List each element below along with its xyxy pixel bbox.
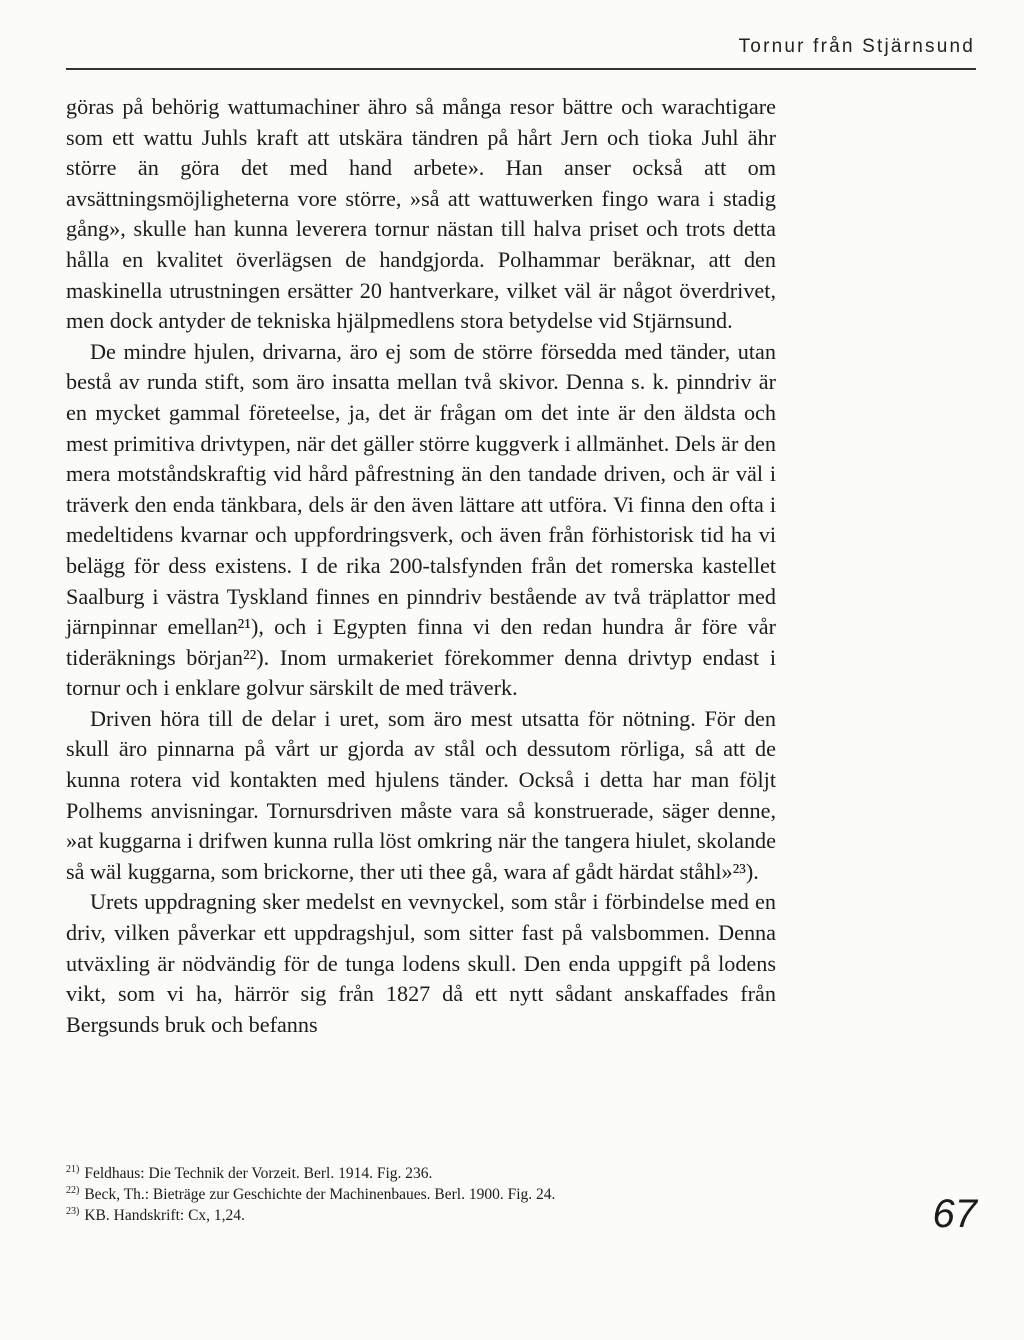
page-number: 67 xyxy=(932,1192,977,1236)
footnotes xyxy=(66,1163,766,1226)
paragraph-2: De mindre hjulen, drivarna, äro ej som de större försedda med tänder, utan bestå av runda stift, som äro insatta mellan två skivor. Denna s. k. pinndriv är en mycket gammal företeelse, ja, det är frågan om det inte är den äldsta och mest primitiva drivtypen, när det gäller större kuggverk i allmänhet. Dels är den mera motståndskraftig vid hård påfrestning än den tandade driven, och är väl i träverk den enda tänkbara, dels är den även lättare att utföra. Vi finna den ofta i medeltidens kvarnar och uppfordringsverk, och även från förhistorisk tid ha vi belägg för dess existens. I de rika 200-talsfynden från det romerska kastellet Saalburg i västra Tyskland finnes en pinndriv bestående av två träplattor med järnpinnar emellan²¹), och i Egypten finna vi den redan hundra år före vår tideräknings början²²). Inom urmakeriet förekommer denna drivtyp endast i tornur och i enklare golvur särskilt de med träverk. xyxy=(66,338,776,701)
paragraph-3: Driven höra till de delar i uret, som äro mest utsatta för nötning. För den skull äro pinnarna på vårt ur gjorda av stål och dessutom rörliga, så att de kunna rotera vid kontakten med hjulens tänder. Också i detta har man följt Polhems anvisningar. Tornursdriven måste vara så konstruerade, säger denne, »at kuggarna i drifwen kunna rulla löst omkring när the tangera hiulet, skolande så wäl kuggarna, som brickorne, ther uti thee gå, wara af gådt härdat ståhl»²³). xyxy=(66,705,776,884)
footnote-23 xyxy=(66,1205,766,1226)
paragraph-1: göras på behörig wattumachiner ähro så många resor bättre och warachtigare som ett wattu Juhls kraft att utskära tändren på hårt Jern och tioka Juhl ähr större än göra det med hand arbete». Han anser också att om avsättningsmöjligheterna vore större, »så att wattuwerken fingo wara i stadig gång», skulle han kunna leverera tornur nästan till halva priset och trots detta hålla en kvalitet överlägsen de handgjorda. Polhammar beräknar, att den maskinella utrustningen ersätter 20 hantverkare, vilket väl är något överdrivet, men dock antyder de tekniska hjälpmedlens stora betydelse vid Stjärnsund. xyxy=(66,94,776,334)
footnote-22 xyxy=(66,1184,766,1205)
running-title: Tornur från Stjärnsund xyxy=(738,36,975,57)
footnote-text: KB. Handskrift: Cx, 1,24. xyxy=(84,1207,245,1224)
footnote-marker: 23) xyxy=(66,1205,80,1217)
footnote-text: Beck, Th.: Bieträge zur Geschichte der Machinenbaues. Berl. 1900. Fig. 24. xyxy=(84,1186,556,1203)
header-rule xyxy=(66,68,976,70)
body-text xyxy=(66,92,776,1040)
footnote-marker: 22) xyxy=(66,1184,80,1196)
footnote-21 xyxy=(66,1163,766,1184)
paragraph-4: Urets uppdragning sker medelst en vevnyckel, som står i förbindelse med en driv, vilken påverkar ett uppdragshjul, som sitter fast på valsbommen. Denna utväxling är nödvändig för de tunga lodens skull. Den enda uppgift på lodens vikt, som vi ha, härrör sig från 1827 då ett nytt sådant anskaffades från Bergsunds bruk och befanns xyxy=(66,889,776,1037)
footnote-marker: 21) xyxy=(66,1163,80,1175)
footnote-text: Feldhaus: Die Technik der Vorzeit. Berl. 1914. Fig. 236. xyxy=(84,1165,433,1182)
